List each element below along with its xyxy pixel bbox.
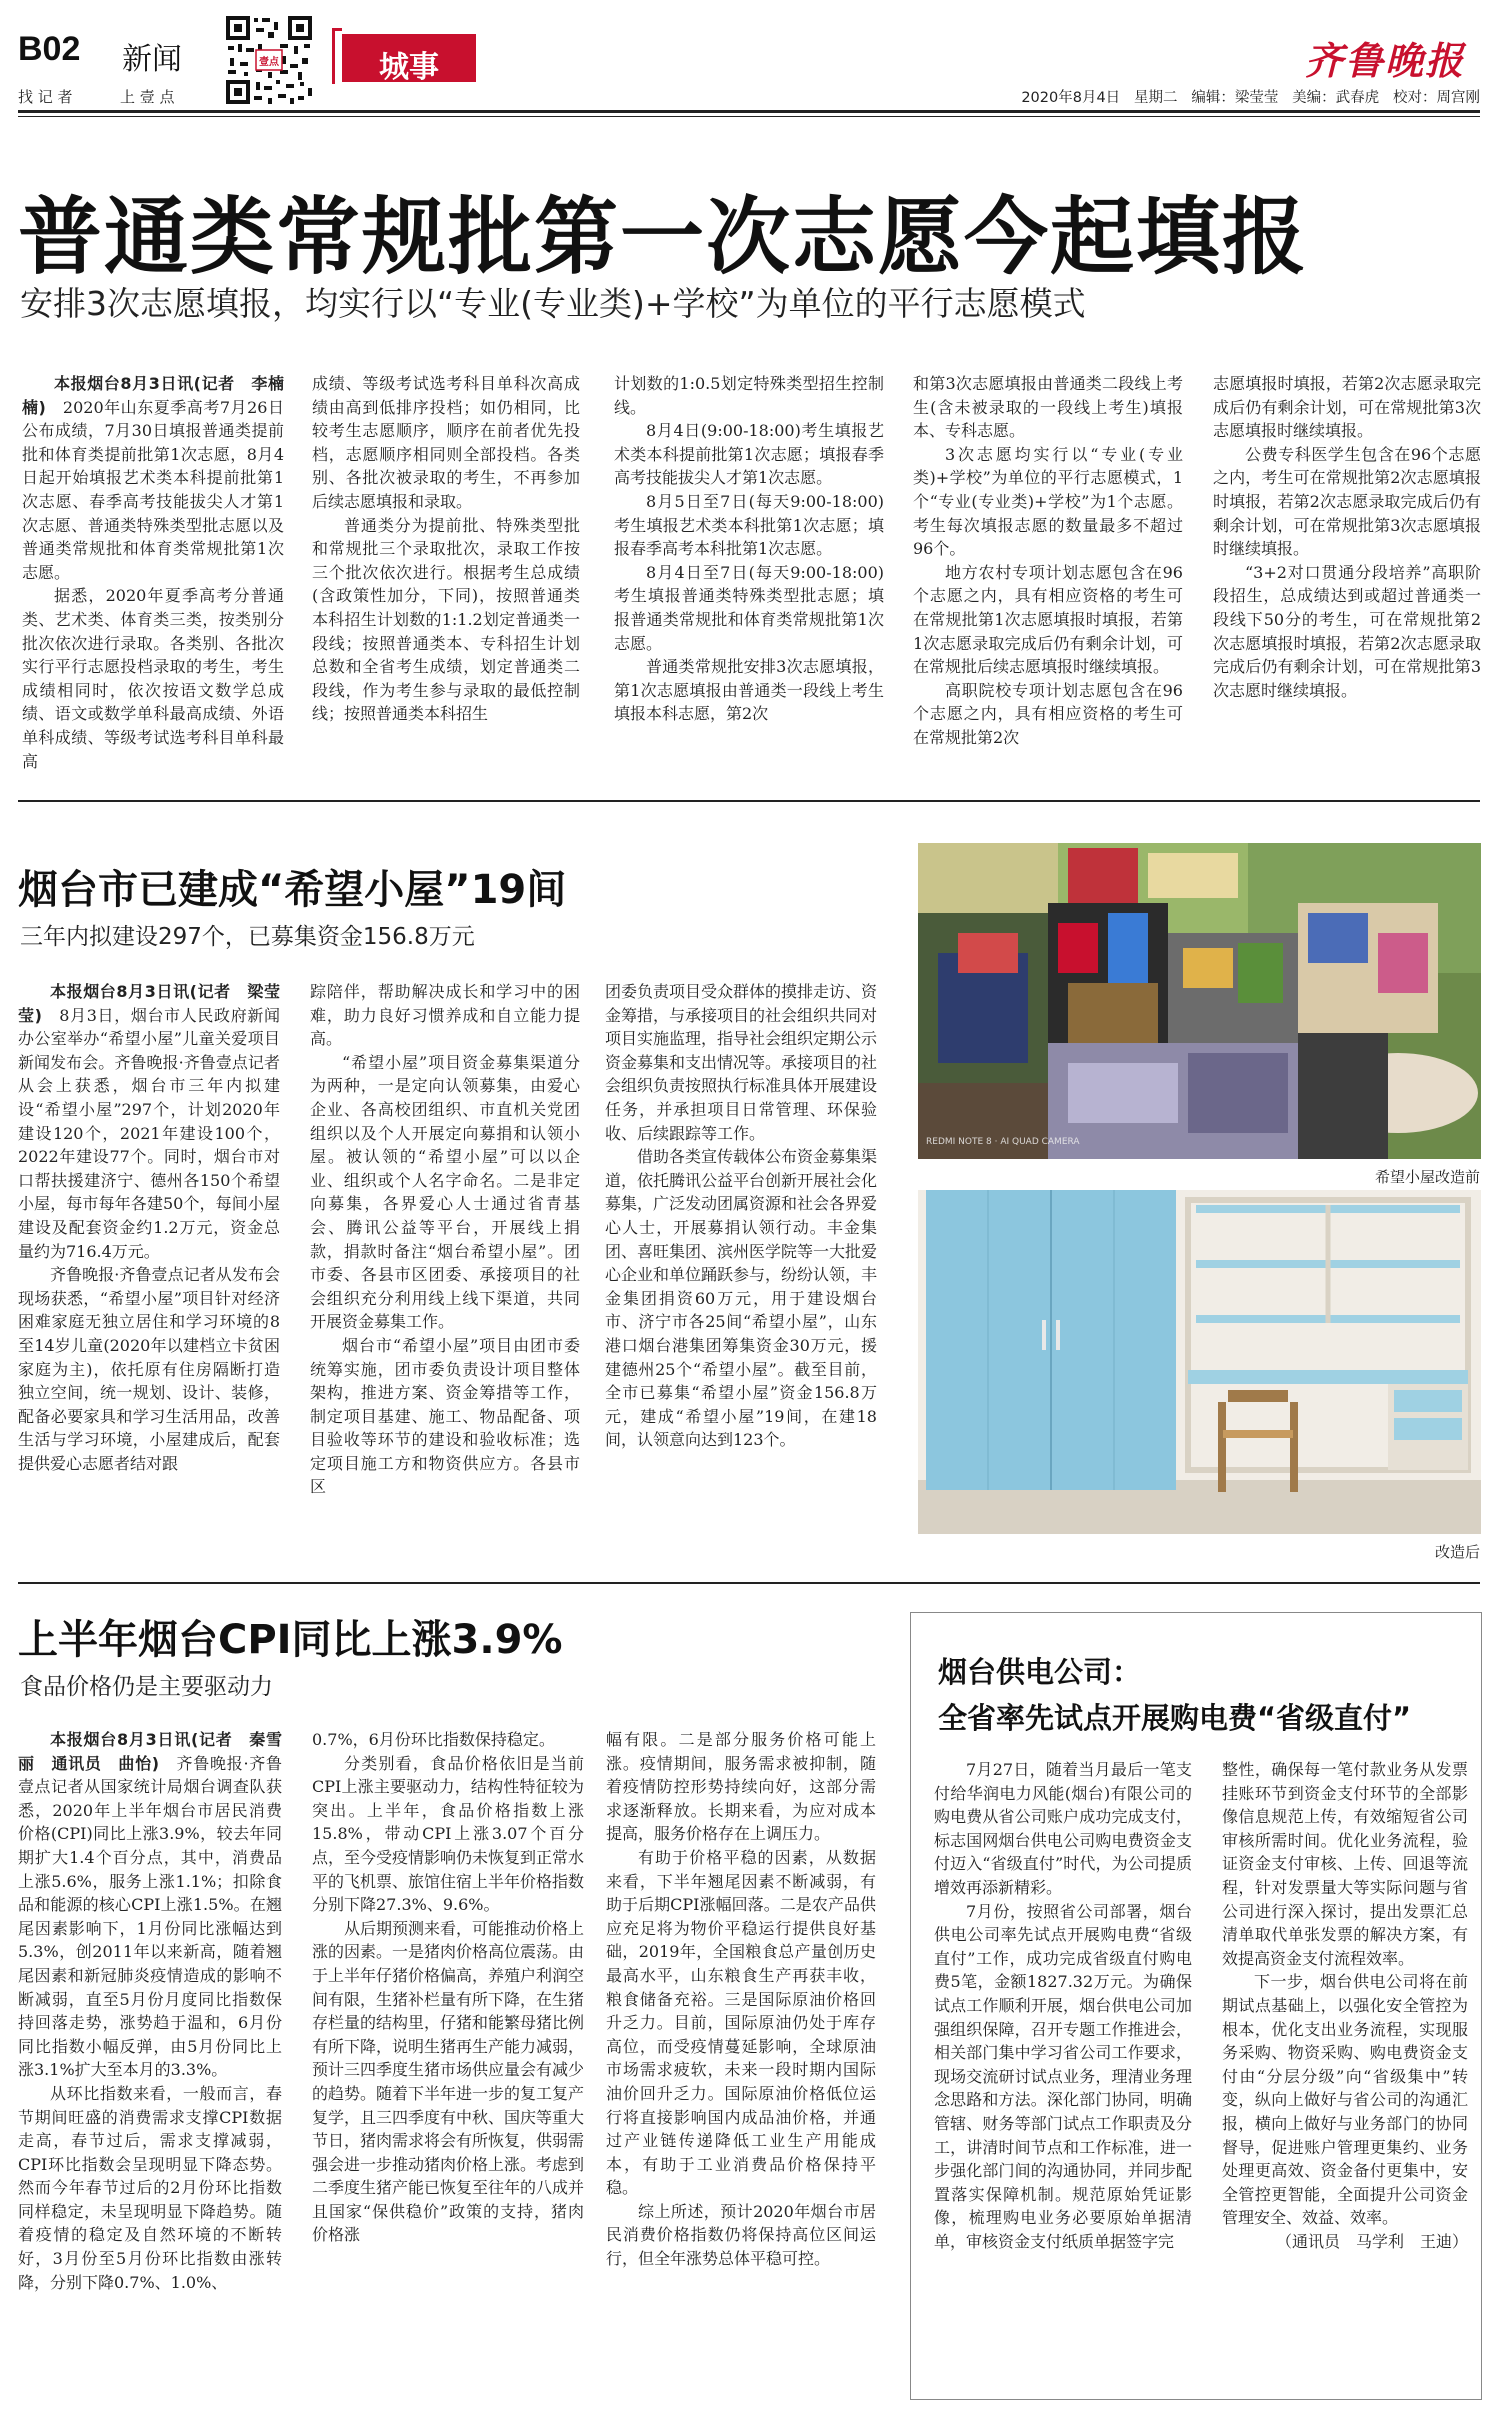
paragraph-text: 8月4日(9:00-18:00)考生填报艺术类本科提前批第1次志愿；填报春季高考技能拔尖人才第1次志愿。	[614, 421, 884, 488]
column-tag-label: 城事	[379, 50, 439, 85]
paragraph	[312, 1752, 584, 1917]
photo-after-graphic	[918, 1190, 1481, 1534]
paragraph	[18, 1263, 280, 1475]
article1-divider	[18, 800, 1480, 802]
article2-col2	[310, 980, 580, 1558]
issue-weekday: 星期二	[1134, 90, 1178, 106]
paragraph-text: 齐鲁晚报·齐鲁壹点记者从国家统计局烟台调查队获悉，2020年上半年烟台市居民消费价格(CPI)同比上涨3.9%，较去年同期扩大1.4个百分点，其中，消费品上涨5.6%，服务上涨1.1%；扣除食品和能源的核心CPI上涨1.5%。在翘尾因素影响下，1月份同比涨幅达到5.3%，创2011年以来新高，随着翘尾因素和新冠肺炎疫情造成的影响不断减弱，直至5月份月度同比指数保持回落走势，涨势趋于温和，6月份同比指数小幅反弹，由5月份同比上涨3.1%扩大至本月的3.3%。	[18, 1753, 282, 2080]
paragraph-text: 0.7%，6月份环比指数保持稳定。	[312, 1730, 555, 1749]
article4-col1	[934, 1758, 1192, 2378]
paragraph	[934, 1758, 1192, 1900]
section-name: 新闻	[122, 42, 182, 77]
newspaper-logo: 齐鲁晚报	[1305, 38, 1466, 83]
paragraph-text: 从后期预测来看，可能推动价格上涨的因素。一是猪肉价格高位震荡。由于上半年仔猪价格偏高，养殖户利润空间有限，生猪补栏量有所下降，在生猪存栏量的结构里，仔猪和能繁母猪比例有所下降，说明生猪再生产能力减弱，预计三四季度生猪市场供应量会有减少的趋势。随着下半年进一步的复工复产复学，且三四季度有中秋、国庆等重大节日，猪肉需求将会有所恢复，供弱需强会进一步推动猪肉价格上涨。考虑到二季度生猪产能已恢复至往年的八成并且国家“保供稳价”政策的支持，猪肉价格涨	[312, 1918, 584, 2245]
paragraph-text: 借助各类宣传载体公布资金募集渠道，依托腾讯公益平台创新开展社会化募集，广泛发动团属资源和社会各界爱心人士，开展募捐认领行动。丰金集团、喜旺集团、滨州医学院等一大批爱心企业和单位踊跃参与，纷纷认领，丰金集团捐资60万元，用于建设烟台市、济宁市各25间“希望小屋”，山东港口烟台港集团筹集资金30万元，援建德州25个“希望小屋”。截至目前，全市已募集“希望小屋”资金156.8万元，建成“希望小屋”19间，在建18间，认领意向达到123个。	[605, 1147, 877, 1450]
paragraph-text: 7月27日，随着当月最后一笔支付给华润电力风能(烟台)有限公司的购电费从省公司账户成功完成支付，标志国网烟台供电公司购电费资金支付迈入“省级直付”时代，为公司提质增效再添新精彩。	[934, 1760, 1192, 1897]
paragraph	[1213, 443, 1481, 561]
paragraph	[614, 490, 884, 561]
article1-col3	[614, 372, 884, 776]
paragraph-text: 公费专科医学生包含在96个志愿之内，考生可在常规批第2次志愿填报时填报，若第2次志愿录取完成后仍有剩余计划，可在常规批第3次志愿填报时继续填报。	[1213, 444, 1481, 559]
paragraph	[606, 1846, 876, 2200]
paragraph-text: 综上所述，预计2020年烟台市居民消费价格指数仍将保持高位区间运行，但全年涨势总体平稳可控。	[606, 2201, 876, 2269]
byline: 本报烟台8月3日讯(记者 梁莹莹)	[18, 982, 280, 1025]
masthead-rule	[18, 110, 1480, 113]
paragraph	[614, 419, 884, 490]
paragraph	[913, 372, 1183, 443]
photo-before-graphic	[918, 843, 1481, 1159]
issue-date: 2020年8月4日	[1021, 90, 1121, 106]
paragraph	[605, 1145, 877, 1452]
paragraph-text: 整性，确保每一笔付款业务从发票挂账环节到资金支付环节的全部影像信息规范上传，有效缩短省公司审核所需时间。优化业务流程，验证资金支付审核、上传、回退等流程，针对发票量大等实际问题与省公司进行深入探讨，提出发票汇总清单取代单张发票的解决方案，有效提高资金支付流程效率。	[1222, 1760, 1468, 1968]
paragraph-text: 从环比指数来看，一般而言，春节期间旺盛的消费需求支撑CPI数据走高，春节过后，需求支撑减弱，CPI环比指数会呈现明显下降态势。然而今年春节过后的2月份环比指数同样稳定，未呈现明显下降趋势。随着疫情的稳定及自然环境的不断转好，3月份至5月份环比指数由涨转降，分别下降0.7%、1.0%、	[18, 2083, 282, 2292]
column-tag	[332, 28, 482, 84]
paragraph-text: 高职院校专项计划志愿包含在96个志愿之内，具有相应资格的考生可在常规批第2次	[913, 680, 1183, 747]
paragraph-text: 分类别看，食品价格依旧是当前CPI上涨主要驱动力，结构性特征较为突出。上半年，食品价格指数上涨15.8%，带动CPI上涨3.07个百分点，至今受疫情影响仍未恢复到正常水平的飞机票、旅馆住宿上半年价格指数分别下降27.3%、9.6%。	[312, 1753, 584, 1915]
paragraph-text: 计划数的1:0.5划定特殊类型招生控制线。	[614, 374, 884, 417]
paragraph	[913, 561, 1183, 679]
paragraph-text: 成绩、等级考试选考科目单科次高成绩由高到低排序投档；如仍相同，比较考生志愿顺序，顺序在前者优先投档，志愿顺序相同则全部投档。各类别、各批次被录取的考生，不再参加后续志愿填报和录取。	[312, 374, 580, 511]
byline: 本报烟台8月3日讯(记者 李楠楠)	[22, 374, 284, 417]
paragraph-text: 7月份，按照省公司部署，烟台供电公司率先试点开展购电费“省级直付”工作，成功完成省级直付购电费5笔，金额1827.32万元。为确保试点工作顺利开展，烟台供电公司加强组织保障，召开专题工作推进会，相关部门集中学习省公司工作要求，现场交流研讨试点业务，理清业务理念思路和方法。深化部门协同，明确管辖、财务等部门试点工作职责及分工，讲清时间节点和工作标准，进一步强化部门间的沟通协同，并同步配置落实保障机制。规范原始凭证影像，梳理购电业务必要原始单据清单，审核资金支付纸质单据签字完	[934, 1901, 1192, 2251]
article4-col2	[1222, 1758, 1468, 2378]
photo-before-renovation	[918, 843, 1481, 1159]
paragraph	[310, 1334, 580, 1499]
paragraph	[1222, 1970, 1468, 2230]
qr-code[interactable]	[224, 14, 314, 106]
paragraph	[312, 514, 580, 726]
paragraph	[1222, 2230, 1468, 2254]
editor: 编辑：梁莹莹	[1191, 90, 1279, 106]
paragraph-text: 2020年山东夏季高考7月26日公布成绩，7月30日填报普通类提前批和体育类提前批第1次志愿，8月4日起开始填报艺术类本科提前批第1次志愿、春季高考技能拔尖人才第1次志愿、普通类特殊类型批志愿以及普通类常规批和体育类常规批第1次志愿。	[22, 397, 284, 582]
article3-col1	[18, 1728, 282, 2398]
paragraph	[606, 2200, 876, 2271]
article2-subtitle: 三年内拟建设297个，已募集资金156.8万元	[20, 924, 475, 950]
paragraph-text: 烟台市“希望小屋”项目由团市委统筹实施，团市委负责设计项目整体架构，推进方案、资金筹措等工作，制定项目基建、施工、物品配备、项目验收等环节的建设和验收标准；选定项目施工方和物资供应方。各县市区	[310, 1335, 580, 1497]
article2-title: 烟台市已建成“希望小屋”19间	[18, 867, 567, 913]
proofreader: 校对：周宫刚	[1393, 90, 1480, 106]
paragraph-text: 据悉，2020年夏季高考分普通类、艺术类、体育类三类，按类别分批次依次进行录取。各类别、各批次实行平行志愿投档录取的考生，考生成绩相同时，依次按语文数学总成绩、语文或数学单科最高成绩、外语单科成绩、等级考试选考科目单科最高	[22, 586, 284, 771]
byline: 本报烟台8月3日讯(记者 秦雪丽 通讯员 曲怡)	[18, 1730, 282, 1773]
paragraph-text: 8月3日，烟台市人民政府新闻办公室举办“希望小屋”儿童关爱项目新闻发布会。齐鲁晚报·齐鲁壹点记者从会上获悉，烟台市三年内拟建设“希望小屋”297个，计划2020年建设120个，2021年建设100个，2022年建设77个。同时，烟台市对口帮扶援建济宁、德州各150个希望小屋，每市每年各建50个，每间小屋建设及配套资金约1.2万元，资金总量约为716.4万元。	[18, 1005, 280, 1261]
article3-title: 上半年烟台CPI同比上涨3.9%	[18, 1617, 563, 1663]
paragraph	[614, 561, 884, 655]
photo-after-renovation	[918, 1190, 1481, 1534]
paragraph	[913, 443, 1183, 561]
slogan-left: 找 记 者	[18, 88, 73, 106]
paragraph	[310, 1051, 580, 1334]
column-tag-bracket	[332, 28, 342, 84]
qr-label: 壹点	[259, 57, 279, 68]
paragraph-text: 踪陪伴，帮助解决成长和学习中的困难，助力良好习惯养成和自立能力提高。	[310, 982, 580, 1049]
designer: 美编：武春虎	[1292, 90, 1380, 106]
paragraph	[1213, 372, 1481, 443]
photo-after-caption: 改造后	[1434, 1543, 1480, 1561]
camera-watermark: REDMI NOTE 8 · AI QUAD CAMERA	[926, 1137, 1080, 1147]
paragraph-text: 团委负责项目受众群体的摸排走访、资金筹措，与承接项目的社会组织共同对项目实施监理，指导社会组织定期公示资金募集和支出情况等。承接项目的社会组织负责按照执行标准具体开展建设任务，并承担项目日常管理、环保验收、后续跟踪等工作。	[605, 982, 877, 1143]
paragraph-text: 有助于价格平稳的因素，从数据来看，下半年翘尾因素不断减弱，有助于后期CPI涨幅回落。二是农产品供应充足将为物价平稳运行提供良好基础，2019年，全国粮食总产量创历史最高水平，山东粮食生产再获丰收，粮食储备充裕。三是国际原油价格回升乏力。目前，国际原油仍处于库存高位，而受疫情蔓延影响，全球原油市场需求疲软，未来一段时期内国际油价回升乏力。国际原油价格低位运行将直接影响国内成品油价格，并通过产业链传递降低工业生产用能成本，有助于工业消费品价格保持平稳。	[606, 1847, 876, 2198]
page-number: B02	[18, 30, 81, 68]
paragraph	[310, 980, 580, 1051]
article1-col1	[22, 372, 284, 776]
paragraph	[312, 1728, 584, 1752]
paragraph-text: 8月5日至7日(每天9:00-18:00)考生填报艺术类本科批第1次志愿；填报春季高考本科批第1次志愿。	[614, 491, 884, 559]
paragraph-text: 3次志愿均实行以“专业(专业类)+学校”为单位的平行志愿模式，1个“专业(专业类)+学校”为1个志愿。考生每次填报志愿的数量最多不超过96个。	[913, 444, 1183, 559]
paragraph	[22, 372, 284, 584]
paragraph-text: “3+2对口贯通分段培养”高职阶段招生，总成绩达到或超过普通类一段线下50分的考生，可在常规批第2次志愿填报时填报，若第2次志愿录取完成后仍有剩余计划，可在常规批第3次志愿时继续填报。	[1213, 562, 1481, 700]
paragraph-text: （通讯员 马学利 王迪）	[1275, 2231, 1468, 2251]
photo-before-caption: 希望小屋改造前	[1374, 1168, 1480, 1186]
paragraph-text: “希望小屋”项目资金募集渠道分为两种，一是定向认领募集，由爱心企业、各高校团组织、市直机关党团组织以及个人开展定向募捐和认领小屋。被认领的“希望小屋”可以以企业、组织或个人名字命名。二是非定向募集，各界爱心人士通过省青基会、腾讯公益等平台，开展线上捐款，捐款时备注“烟台希望小屋”。团市委、各县市区团委、承接项目的社会组织充分利用线上线下渠道，共同开展资金募集工作。	[310, 1052, 580, 1332]
paragraph	[1222, 1758, 1468, 1970]
article1-col4	[913, 372, 1183, 776]
article1-col5	[1213, 372, 1481, 776]
article3-col2	[312, 1728, 584, 2398]
paragraph	[18, 980, 280, 1263]
article4-title-line1: 烟台供电公司：	[938, 1655, 1142, 1689]
article1-subtitle: 安排3次志愿填报，均实行以“专业(专业类)+学校”为单位的平行志愿模式	[20, 284, 1086, 323]
paragraph-text: 幅有限。二是部分服务价格可能上涨。疫情期间，服务需求被抑制，随着疫情防控形势持续向好，这部分需求逐渐释放。长期来看，为应对成本提高，服务价格存在上调压力。	[606, 1730, 876, 1844]
paragraph-text: 下一步，烟台供电公司将在前期试点基础上，以强化安全管控为根本，优化支出业务流程，实现服务采购、物资采购、购电费资金支付由“分层分级”向“省级集中”转变，纵向上做好与省公司的沟通汇报，横向上做好与业务部门的协同督导，促进账户管理更集约、业务处理更高效、资金备付更集中，安全管控更智能，全面提升公司资金管理安全、效益、效率。	[1222, 1972, 1468, 2228]
masthead	[0, 0, 1500, 118]
article2-divider	[18, 1582, 1480, 1584]
paragraph	[614, 655, 884, 726]
article2-col3	[605, 980, 877, 1558]
paragraph	[913, 679, 1183, 750]
paragraph-text: 普通类常规批安排3次志愿填报，第1次志愿填报由普通类一段线上考生填报本科志愿，第2次	[614, 657, 884, 724]
paragraph	[606, 1728, 876, 1846]
paragraph	[312, 372, 580, 514]
paragraph-text: 地方农村专项计划志愿包含在96个志愿之内，具有相应资格的考生可在常规批第1次志愿填报时填报，若第1次志愿录取完成后仍有剩余计划，可在常规批后续志愿填报时继续填报。	[913, 562, 1183, 677]
slogan-right: 上 壹 点	[120, 88, 175, 106]
paragraph-text: 齐鲁晚报·齐鲁壹点记者从发布会现场获悉，“希望小屋”项目针对经济困难家庭无独立居住和学习环境的8至14岁儿童(2020年以建档立卡贫困家庭为主)，依托原有住房隔断打造独立空间，统一规划、设计、装修，配备必要家具和学习生活用品，改善生活与学习环境，小屋建成后，配套提供爱心志愿者结对跟	[18, 1265, 280, 1473]
paragraph	[605, 980, 877, 1145]
paragraph	[614, 372, 884, 419]
article3-subtitle: 食品价格仍是主要驱动力	[20, 1674, 273, 1700]
article2-col1	[18, 980, 280, 1558]
article1-title: 普通类常规批第一次志愿今起填报	[18, 188, 1309, 286]
article3-col3	[606, 1728, 876, 2398]
paragraph-text: 普通类分为提前批、特殊类型批和常规批三个录取批次，录取工作按三个批次依次进行。根据考生总成绩(含政策性加分，下同)，按照普通类本科招生计划数的1:1.2划定普通类一段线；按照普通类本、专科招生计划总数和全省考生成绩，划定普通类二段线，作为考生参与录取的最低控制线；按照普通类本科招生	[312, 515, 580, 724]
paragraph	[312, 1917, 584, 2247]
dateline	[990, 86, 1480, 107]
paragraph-text: 和第3次志愿填报由普通类二段线上考生(含未被录取的一段线上考生)填报本、专科志愿。	[913, 374, 1183, 441]
paragraph	[18, 1728, 282, 2082]
article4-title-line2: 全省率先试点开展购电费“省级直付”	[938, 1701, 1412, 1735]
paragraph-text: 8月4日至7日(每天9:00-18:00)考生填报普通类特殊类型批志愿；填报普通类常规批和体育类常规批第1次志愿。	[614, 562, 884, 653]
article1-col2	[312, 372, 580, 776]
paragraph-text: 志愿填报时填报，若第2次志愿录取完成后仍有剩余计划，可在常规批第3次志愿填报时继续填报。	[1213, 374, 1481, 441]
paragraph	[22, 584, 284, 773]
masthead-rule-thin	[18, 116, 1480, 117]
paragraph	[18, 2082, 282, 2294]
paragraph	[934, 1900, 1192, 2254]
paragraph	[1213, 561, 1481, 703]
